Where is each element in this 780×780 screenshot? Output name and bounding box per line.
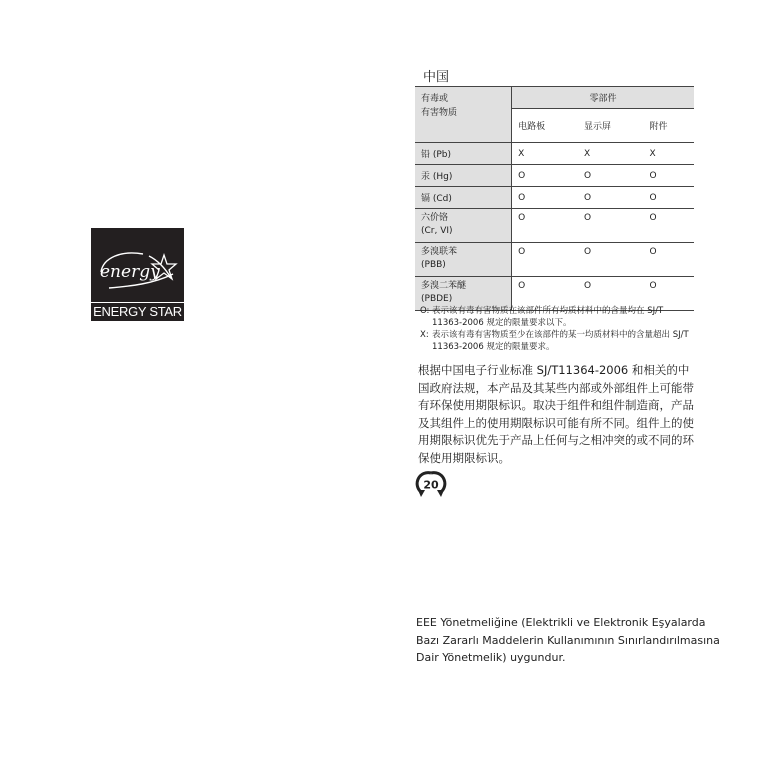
energy-star-logo: [91, 228, 184, 321]
table-row: [415, 243, 694, 277]
region-heading: 中国: [423, 70, 450, 85]
table-notes: [420, 305, 695, 353]
table-cell: O: [584, 170, 592, 181]
table-cell: O: [584, 247, 592, 257]
column-header-accessories: 附件: [649, 122, 668, 132]
table-cell: O: [518, 192, 526, 203]
table-cell: O: [649, 170, 657, 181]
table-cell: O: [649, 192, 657, 203]
divider: [91, 302, 184, 303]
parts-header: 零部件: [512, 87, 694, 109]
substance-name: 多溴二苯醚 (PBDE): [415, 277, 512, 311]
table-row: [415, 187, 694, 209]
table-cell: O: [649, 213, 657, 223]
table-row: [415, 209, 694, 243]
table-row: [415, 165, 694, 187]
substance-header-line-2: 有害物质: [421, 108, 458, 118]
table-cell: O: [584, 192, 592, 203]
substance-name: 多溴联苯 (PBB): [415, 243, 512, 277]
note-text: 表示该有毒有害物质至少在该部件的某一均质材料中的含量超出 SJ/T 11363-2006 规定的限量要求。: [432, 330, 689, 352]
column-header-display: 显示屏: [584, 122, 612, 132]
hazardous-substances-table: [415, 86, 694, 311]
energy-star-label: ENERGY STAR: [93, 304, 182, 319]
table-cell: O: [584, 281, 592, 291]
table-row: [415, 143, 694, 165]
turkish-compliance-text: EEE Yönetmeliğine (Elektrikli ve Elektronik Eşyalarda Bazı Zararlı Maddelerin Kullanımının Sınırlandırılmasına Dair Yönetmelik) uygundur.: [416, 616, 720, 664]
note-marker: X:: [420, 330, 429, 340]
table-cell: O: [518, 170, 526, 181]
substance-header-line-1: 有毒或: [421, 94, 449, 104]
energy-star-emblem: [91, 228, 184, 302]
table-cell: O: [649, 281, 657, 291]
environmental-use-period-paragraph: 根据中国电子行业标准 SJ/T11364-2006 和相关的中国政府法规，本产品及其某些内部或外部组件上可能带有环保使用期限标识。取决于组件和组件制造商，产品及其组件上的使用期限标识可能有所不同。组件上的使用期限标识优先于产品上任何与之相冲突的或不同的环保使用期限标识。: [418, 363, 694, 465]
energy-script: energy: [100, 262, 160, 282]
pollution-number: 20: [423, 478, 439, 492]
substance-name: 镉 (Cd): [415, 187, 512, 209]
substance-header: [415, 87, 512, 143]
table-cell: O: [584, 213, 592, 223]
note-text: 表示该有毒有害物质在该部件所有均质材料中的含量均在 SJ/T 11363-2006 规定的限量要求以下。: [432, 306, 664, 328]
substance-name: 六价铬 (Cr, VI): [415, 209, 512, 243]
pollution-control-20-icon: [414, 470, 448, 498]
table-cell: X: [584, 148, 591, 159]
substance-name: 铅 (Pb): [415, 143, 512, 165]
table-cell: O: [649, 247, 657, 257]
note-o: [420, 305, 695, 329]
note-x: [420, 329, 695, 353]
table-cell: X: [518, 148, 525, 159]
column-header-circuit-board: 电路板: [518, 122, 546, 132]
table-header-row: [415, 87, 694, 109]
table-cell: O: [518, 281, 526, 291]
table-cell: X: [649, 148, 656, 159]
table-cell: O: [518, 247, 526, 257]
table-cell: O: [518, 213, 526, 223]
note-marker: O:: [420, 306, 430, 316]
substance-name: 汞 (Hg): [415, 165, 512, 187]
